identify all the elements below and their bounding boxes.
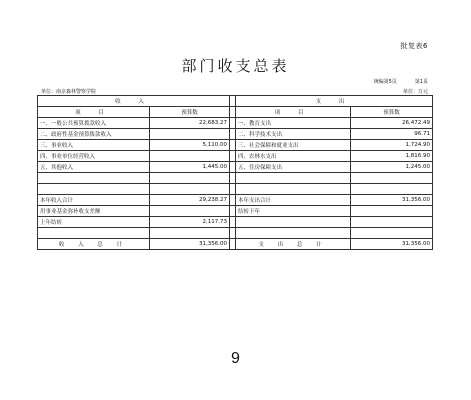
income-header: 收 入 bbox=[38, 96, 230, 107]
blank-row bbox=[38, 228, 433, 239]
income-label: 四、事业单位经营收入 bbox=[38, 151, 150, 162]
income-item-col: 项 目 bbox=[38, 107, 150, 118]
expense-value: 1,245.00 bbox=[351, 162, 433, 173]
table-row bbox=[38, 217, 433, 228]
income-value bbox=[150, 151, 230, 162]
last-year-value: 2,117.73 bbox=[150, 217, 230, 228]
expense-label: 五、住房保障支出 bbox=[236, 162, 351, 173]
form-tag: 批复表6 bbox=[400, 42, 428, 50]
table-row bbox=[38, 129, 433, 140]
expense-value: 1,816.90 bbox=[351, 151, 433, 162]
income-label: 二、政府性基金预算拨款收入 bbox=[38, 129, 150, 140]
total-income-value: 29,238.27 bbox=[150, 195, 230, 206]
expense-value: 96.71 bbox=[351, 129, 433, 140]
form-page: 第1页 bbox=[414, 79, 428, 85]
income-value bbox=[150, 129, 230, 140]
expense-item-col: 项 目 bbox=[236, 107, 351, 118]
grand-total-row bbox=[38, 239, 433, 250]
blank-row bbox=[38, 173, 433, 184]
expense-label: 一、教育支出 bbox=[236, 118, 351, 129]
expense-label: 四、农林水支出 bbox=[236, 151, 351, 162]
expense-header: 支 出 bbox=[236, 96, 433, 107]
grand-expense-value: 31,356.00 bbox=[351, 239, 433, 250]
expense-value: 26,472.49 bbox=[351, 118, 433, 129]
unit-name: 单位：南京森林警察学院 bbox=[41, 89, 97, 95]
income-value: 22,683.27 bbox=[150, 118, 230, 129]
page-title: 部门收支总表 bbox=[181, 57, 290, 75]
income-label: 一、一般公共预算拨款收入 bbox=[38, 118, 150, 129]
total-row bbox=[38, 195, 433, 206]
page-number: 9 bbox=[231, 350, 240, 367]
total-expense-value: 31,356.00 bbox=[351, 195, 433, 206]
expense-value: 1,724.90 bbox=[351, 140, 433, 151]
income-budget-col: 预算数 bbox=[150, 107, 230, 118]
total-income-label: 本年收入合计 bbox=[38, 195, 150, 206]
income-value: 1,445.00 bbox=[150, 162, 230, 173]
blank-row bbox=[38, 184, 433, 195]
column-header-row bbox=[38, 107, 433, 118]
income-value: 5,110.00 bbox=[150, 140, 230, 151]
fund-label: 用事业基金弥补收支差额 bbox=[38, 206, 150, 217]
table-row bbox=[38, 162, 433, 173]
grand-income-label: 收 入 总 计 bbox=[38, 239, 150, 250]
total-expense-label: 本年支出合计 bbox=[236, 195, 351, 206]
budget-summary-table bbox=[37, 95, 433, 250]
last-year-label: 上年结转 bbox=[38, 217, 150, 228]
currency-unit: 单位：万元 bbox=[402, 89, 428, 95]
grand-expense-label: 支 出 总 计 bbox=[236, 239, 351, 250]
expense-budget-col: 预算数 bbox=[351, 107, 433, 118]
carry-forward-label: 结转下年 bbox=[236, 206, 351, 217]
form-code: 统编第5页 bbox=[373, 79, 397, 85]
income-label: 五、其他收入 bbox=[38, 162, 150, 173]
income-label: 三、事业收入 bbox=[38, 140, 150, 151]
table-row bbox=[38, 151, 433, 162]
table-row bbox=[38, 206, 433, 217]
grand-income-value: 31,356.00 bbox=[150, 239, 230, 250]
expense-label: 二、科学技术支出 bbox=[236, 129, 351, 140]
table-header-row bbox=[38, 96, 433, 107]
table-row bbox=[38, 140, 433, 151]
expense-label: 三、社会保障和就业支出 bbox=[236, 140, 351, 151]
form-meta bbox=[374, 78, 428, 85]
table-row bbox=[38, 118, 433, 129]
